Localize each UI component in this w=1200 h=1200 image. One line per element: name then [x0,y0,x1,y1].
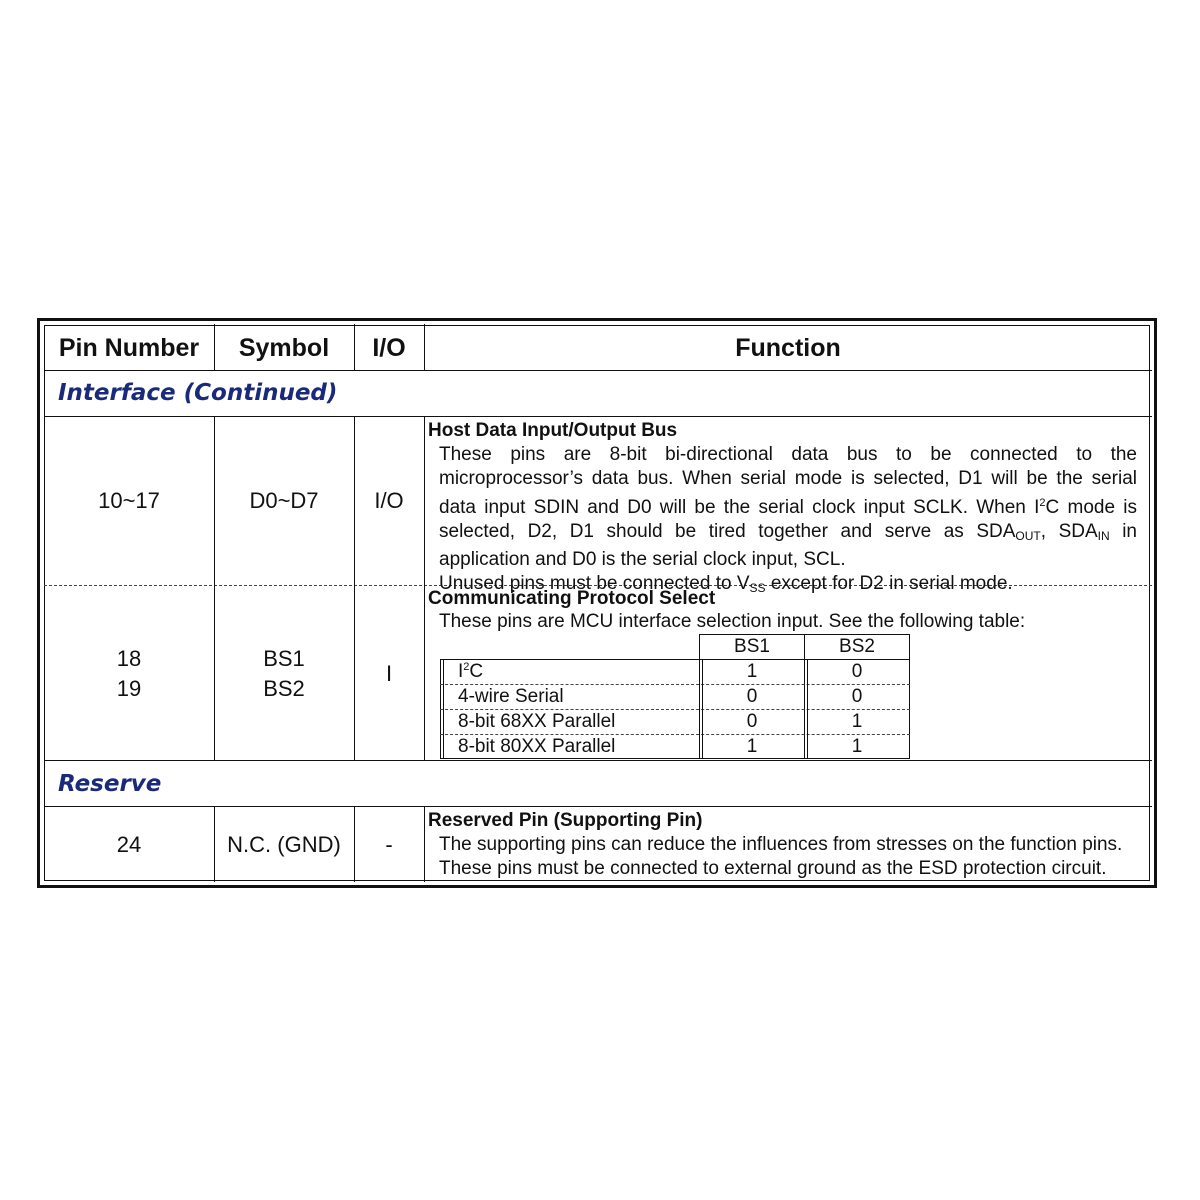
table-mode-cell: $I^2C$ [458,661,484,682]
io-cell: I/O [374,488,404,513]
table-bs1-cell: 0 [746,686,758,707]
function-title: Reserved Pin (Supporting Pin) [428,810,703,831]
col-divider [214,416,215,760]
description-line: Unused pins must be connected to $V_{SS}$ except for D2 in serial mode. [439,573,1013,595]
table-bs2-cell: 0 [851,686,863,707]
table-mode-cell: 8-bit 80XX Parallel [458,736,616,757]
table-bs1-cell: 0 [746,711,758,732]
header-symbol: Symbol [238,334,330,362]
function-description [439,443,1137,600]
io-cell: I [385,661,393,686]
header-io: I/O [372,334,406,362]
symbol-cell: BS2 [263,676,305,701]
header-divider [44,370,1152,371]
table-mode-cell: 8-bit 68XX Parallel [458,711,616,732]
header-pin-number: Pin Number [58,334,200,362]
table-bs1-cell: 1 [746,661,758,682]
symbol-cell: N.C. (GND) [227,832,341,857]
col-divider [354,416,355,760]
section-divider [44,760,1152,761]
col-divider [424,806,425,882]
col-divider [424,416,425,760]
table-bs2-cell: 0 [851,661,863,682]
table-mode-cell: 4-wire Serial [458,686,564,707]
table-bs2-cell: 1 [851,736,863,757]
table-bs2-cell: 1 [851,711,863,732]
pin-number-cell: 10~17 [98,488,160,513]
table-row-divider [440,709,910,710]
description-line: These pins must be connected to external ground as the ESD protection circuit. [439,858,1107,879]
section-interface: Interface (Continued) [58,380,338,406]
function-description: These pins are MCU interface selection input. See the following table: [439,611,1026,632]
table-col-divider [443,659,444,759]
table-row-divider [440,734,910,735]
function-description [439,833,1122,881]
function-title: Host Data Input/Output Bus [428,420,678,441]
table-header-bs1: BS1 [734,636,770,657]
table-bs1-cell: 1 [746,736,758,757]
pin-number-cell: 24 [116,832,142,857]
symbol-cell: BS1 [263,646,305,671]
bs-selection-table [440,634,910,759]
pin-number-cell: 18 [116,646,142,671]
pin-number-cell: 19 [116,676,142,701]
io-cell: - [385,832,393,857]
symbol-cell: D0~D7 [249,488,319,513]
description-line: selected, D2, D1 should be tired together and serve as $SDA_{OUT}$, $SDA_{IN}$ in [439,521,1137,543]
table-header-bs2: BS2 [839,636,875,657]
description-line: application and D0 is the serial clock input, SCL. [439,549,846,570]
description-line: These pins are 8-bit bi-directional data bus to be connected to the [439,444,1137,465]
function-title: Communicating Protocol Select [428,588,716,609]
description-line: The supporting pins can reduce the influences from stresses on the function pins. [439,834,1123,855]
section-reserve: Reserve [58,771,162,797]
section-divider [44,806,1152,807]
header-function: Function [735,334,841,362]
description-line: microprocessor’s data bus. When serial mode is selected, D1 will be the serial [439,468,1137,489]
section-divider [44,416,1152,417]
table-row-divider [440,684,910,685]
description-line: data input SDIN and D0 will be the serial clock input SCLK. When $I^2C$ mode is [439,497,1137,518]
